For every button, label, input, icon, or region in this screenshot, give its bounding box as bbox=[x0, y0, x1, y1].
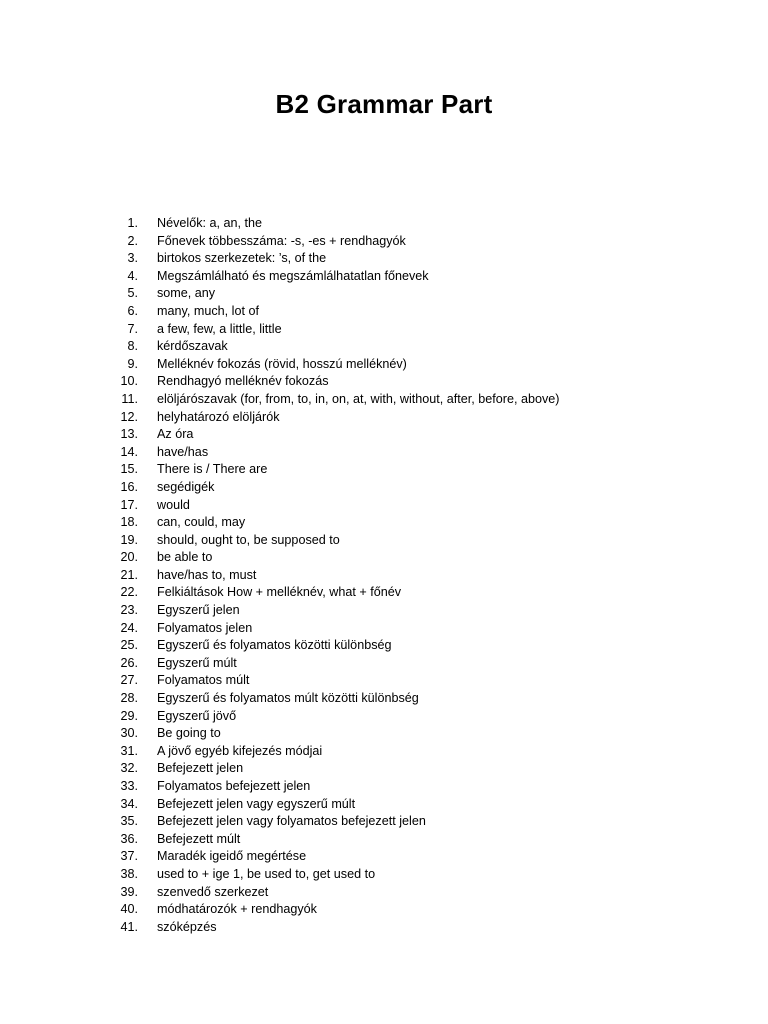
list-item-gap bbox=[138, 743, 157, 761]
list-item-text: some, any bbox=[157, 286, 216, 301]
list-item-number: 3. bbox=[127, 251, 138, 266]
list-item bbox=[104, 479, 724, 497]
list-item-text: segédigék bbox=[157, 479, 215, 494]
list-item-number: 18. bbox=[120, 515, 138, 530]
list-item-number: 5. bbox=[127, 286, 138, 301]
list-item-number: 12. bbox=[120, 409, 138, 424]
list-item-text: should, ought to, be supposed to bbox=[157, 532, 340, 547]
list-item-number: 29. bbox=[120, 708, 138, 723]
list-item-gap bbox=[138, 620, 157, 638]
list-item bbox=[104, 901, 724, 919]
list-item-gap bbox=[138, 778, 157, 796]
list-item-text: Egyszerű jövő bbox=[157, 708, 237, 723]
list-item-number: 41. bbox=[120, 919, 138, 934]
list-item bbox=[104, 250, 724, 268]
list-item-text: szenvedő szerkezet bbox=[157, 884, 269, 899]
list-item-number: 8. bbox=[127, 339, 138, 354]
list-item-number: 1. bbox=[127, 216, 138, 230]
list-item-gap bbox=[138, 672, 157, 690]
list-item-text: elöljárószavak (for, from, to, in, on, at, with, without, after, before, above) bbox=[157, 391, 560, 406]
list-item bbox=[104, 338, 724, 356]
list-item-number: 10. bbox=[120, 374, 138, 389]
list-item bbox=[104, 303, 724, 321]
list-item-text: have/has to, must bbox=[157, 567, 257, 582]
list-item-gap bbox=[138, 409, 157, 427]
list-item bbox=[104, 549, 724, 567]
list-item-text: There is / There are bbox=[157, 462, 268, 477]
list-item-gap bbox=[138, 233, 157, 251]
list-item bbox=[104, 497, 724, 515]
list-item bbox=[104, 637, 724, 655]
list-item bbox=[104, 848, 724, 866]
list-item-gap bbox=[138, 884, 157, 902]
list-item-number: 20. bbox=[120, 550, 138, 565]
list-item-number: 4. bbox=[127, 268, 138, 283]
list-item bbox=[104, 321, 724, 339]
list-item-number: 9. bbox=[127, 356, 138, 371]
list-item-number: 28. bbox=[120, 691, 138, 706]
list-item-gap bbox=[138, 549, 157, 567]
page-title: B2 Grammar Part bbox=[275, 89, 493, 119]
list-item-gap bbox=[138, 268, 157, 286]
list-item-gap bbox=[138, 303, 157, 321]
list-item-gap bbox=[138, 655, 157, 673]
list-item-gap bbox=[138, 321, 157, 339]
list-item-gap bbox=[138, 567, 157, 585]
list-item bbox=[104, 813, 724, 831]
list-item-gap bbox=[138, 215, 157, 233]
list-item-text: Be going to bbox=[157, 726, 221, 741]
list-item-number: 31. bbox=[120, 743, 138, 758]
list-item-number: 19. bbox=[120, 532, 138, 547]
list-item-gap bbox=[138, 831, 157, 849]
list-item bbox=[104, 708, 724, 726]
list-item bbox=[104, 409, 724, 427]
list-item-text: a few, few, a little, little bbox=[157, 321, 282, 336]
list-item-text: Folyamatos jelen bbox=[157, 620, 253, 635]
list-item-gap bbox=[138, 760, 157, 778]
list-item-gap bbox=[138, 602, 157, 620]
list-item-gap bbox=[138, 848, 157, 866]
list-item-number: 25. bbox=[120, 638, 138, 653]
list-item-gap bbox=[138, 796, 157, 814]
list-item-text: have/has bbox=[157, 444, 209, 459]
list-item-text: Egyszerű és folyamatos múlt közötti különbség bbox=[157, 691, 419, 706]
list-item-text: would bbox=[157, 497, 190, 512]
list-item-number: 24. bbox=[120, 620, 138, 635]
list-item bbox=[104, 866, 724, 884]
list-item-number: 15. bbox=[120, 462, 138, 477]
list-item-text: be able to bbox=[157, 550, 213, 565]
list-item-text: Befejezett jelen vagy folyamatos befejezett jelen bbox=[157, 814, 426, 829]
list-item bbox=[104, 884, 724, 902]
list-item-number: 34. bbox=[120, 796, 138, 811]
list-item-number: 26. bbox=[120, 655, 138, 670]
list-item bbox=[104, 567, 724, 585]
list-item bbox=[104, 831, 724, 849]
grammar-topic-list bbox=[104, 215, 724, 936]
list-item-text: kérdőszavak bbox=[157, 339, 228, 354]
list-item-number: 7. bbox=[127, 321, 138, 336]
list-item bbox=[104, 796, 724, 814]
list-item-gap bbox=[138, 637, 157, 655]
list-item-text: Folyamatos múlt bbox=[157, 673, 250, 688]
list-item-number: 35. bbox=[120, 814, 138, 829]
list-item-gap bbox=[138, 708, 157, 726]
list-item-text: Befejezett jelen bbox=[157, 761, 244, 776]
list-item-gap bbox=[138, 373, 157, 391]
list-item-number: 33. bbox=[120, 779, 138, 793]
list-item-text: módhatározók + rendhagyók bbox=[157, 902, 317, 917]
list-item-text: used to + ige 1, be used to, get used to bbox=[157, 866, 376, 881]
list-item-gap bbox=[138, 444, 157, 462]
list-item bbox=[104, 391, 724, 409]
list-item-gap bbox=[138, 725, 157, 743]
list-item-gap bbox=[138, 497, 157, 515]
list-item-gap bbox=[138, 532, 157, 550]
list-item-text: can, could, may bbox=[157, 515, 246, 530]
list-item-number: 6. bbox=[127, 303, 138, 318]
list-item bbox=[104, 919, 724, 937]
list-item bbox=[104, 690, 724, 708]
list-item-gap bbox=[138, 391, 157, 409]
list-item-text: Egyszerű jelen bbox=[157, 603, 240, 618]
list-item-number: 17. bbox=[120, 497, 138, 512]
list-item-number: 2. bbox=[127, 233, 138, 248]
list-item-text: Névelők: a, an, the bbox=[157, 216, 263, 230]
list-item bbox=[104, 655, 724, 673]
list-item-text: Folyamatos befejezett jelen bbox=[157, 779, 311, 793]
list-item-number: 14. bbox=[120, 444, 138, 459]
list-item-text: A jövő egyéb kifejezés módjai bbox=[157, 743, 323, 758]
list-item-text: Főnevek többesszáma: -s, -es + rendhagyók bbox=[157, 233, 406, 248]
list-item-text: Befejezett múlt bbox=[157, 831, 241, 846]
list-item bbox=[104, 514, 724, 532]
list-item-gap bbox=[138, 250, 157, 268]
list-item-gap bbox=[138, 690, 157, 708]
list-item-text: szóképzés bbox=[157, 919, 217, 934]
list-item-text: helyhatározó elöljárók bbox=[157, 409, 280, 424]
list-item-number: 36. bbox=[120, 831, 138, 846]
list-item bbox=[104, 672, 724, 690]
list-item-gap bbox=[138, 584, 157, 602]
list-item-number: 16. bbox=[120, 479, 138, 494]
list-item-gap bbox=[138, 919, 157, 937]
list-item-number: 27. bbox=[120, 673, 138, 688]
list-item-number: 32. bbox=[120, 761, 138, 776]
list-item-gap bbox=[138, 901, 157, 919]
list-item bbox=[104, 743, 724, 761]
list-item bbox=[104, 725, 724, 743]
list-item-number: 13. bbox=[120, 427, 138, 442]
list-item bbox=[104, 584, 724, 602]
list-item-gap bbox=[138, 338, 157, 356]
list-item bbox=[104, 532, 724, 550]
list-item bbox=[104, 215, 724, 233]
list-item-number: 30. bbox=[120, 726, 138, 741]
list-item-gap bbox=[138, 356, 157, 374]
list-item bbox=[104, 461, 724, 479]
list-item bbox=[104, 233, 724, 251]
list-item bbox=[104, 285, 724, 303]
list-item-number: 21. bbox=[120, 567, 138, 582]
list-item bbox=[104, 268, 724, 286]
list-item-text: Befejezett jelen vagy egyszerű múlt bbox=[157, 796, 356, 811]
list-item-number: 37. bbox=[120, 849, 138, 864]
list-item bbox=[104, 620, 724, 638]
list-item-gap bbox=[138, 426, 157, 444]
list-item bbox=[104, 426, 724, 444]
list-item-text: Felkiáltások How + melléknév, what + főnév bbox=[157, 585, 402, 600]
list-item-number: 40. bbox=[120, 902, 138, 917]
list-item-gap bbox=[138, 813, 157, 831]
list-item-number: 22. bbox=[120, 585, 138, 600]
list-item-gap bbox=[138, 461, 157, 479]
list-item-gap bbox=[138, 285, 157, 303]
list-item-text: birtokos szerkezetek: ’s, of the bbox=[157, 251, 327, 266]
list-item bbox=[104, 760, 724, 778]
list-item-number: 38. bbox=[120, 866, 138, 881]
list-item bbox=[104, 602, 724, 620]
list-item-text: Rendhagyó melléknév fokozás bbox=[157, 374, 329, 389]
list-item bbox=[104, 356, 724, 374]
list-item bbox=[104, 373, 724, 391]
list-item-number: 23. bbox=[120, 603, 138, 618]
list-item bbox=[104, 778, 724, 796]
list-item-number: 11. bbox=[121, 391, 138, 406]
list-item-gap bbox=[138, 514, 157, 532]
list-item-gap bbox=[138, 866, 157, 884]
list-item-text: Az óra bbox=[157, 427, 194, 442]
list-item-text: Egyszerű és folyamatos közötti különbség bbox=[157, 638, 392, 653]
list-item-text: Maradék igeidő megértése bbox=[157, 849, 307, 864]
list-item-gap bbox=[138, 479, 157, 497]
list-item-text: Megszámlálható és megszámlálhatatlan főnevek bbox=[157, 268, 429, 283]
list-item-text: many, much, lot of bbox=[157, 303, 259, 318]
list-item-text: Melléknév fokozás (rövid, hosszú melléknév) bbox=[157, 356, 407, 371]
list-item-number: 39. bbox=[120, 884, 138, 899]
list-item-text: Egyszerű múlt bbox=[157, 655, 237, 670]
list-item bbox=[104, 444, 724, 462]
